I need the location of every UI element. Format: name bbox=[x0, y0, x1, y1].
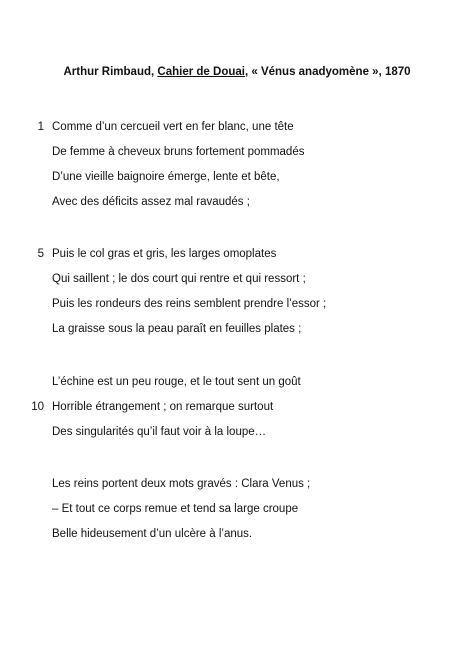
verse-line: Avec des déficits assez mal ravaudés ; bbox=[52, 196, 250, 208]
verse-line: Les reins portent deux mots gravés : Clara Venus ; bbox=[52, 478, 311, 490]
title-rest: , « Vénus anadyomène », 1870 bbox=[244, 66, 411, 78]
verse-line: Qui saillent ; le dos court qui rentre et qui ressort ; bbox=[52, 273, 306, 285]
verse-line: Horrible étrangement ; on remarque surtout bbox=[52, 401, 274, 413]
title-author: Arthur Rimbaud, bbox=[63, 66, 155, 78]
verse-line: Comme d’un cercueil vert en fer blanc, une tête bbox=[52, 121, 294, 133]
title-work-underlined: Cahier de Douai bbox=[157, 66, 245, 78]
verse-line: – Et tout ce corps remue et tend sa large croupe bbox=[52, 503, 299, 515]
verse-line: De femme à cheveux bruns fortement pommadés bbox=[52, 146, 305, 158]
line-number-5: 5 bbox=[37, 248, 44, 260]
verse-line: Belle hideusement d’un ulcère à l’anus. bbox=[52, 528, 253, 540]
verse-line: Des singularités qu’il faut voir à la loupe… bbox=[52, 426, 267, 438]
verse-line: Puis le col gras et gris, les larges omoplates bbox=[52, 248, 277, 260]
verse-line: La graisse sous la peau paraît en feuilles plates ; bbox=[52, 323, 302, 335]
verse-line: Puis les rondeurs des reins semblent prendre l’essor ; bbox=[52, 298, 327, 310]
verse-line: L’échine est un peu rouge, et le tout sent un goût bbox=[52, 376, 301, 388]
verse-line: D’une vieille baignoire émerge, lente et bête, bbox=[52, 171, 280, 183]
line-number-10: 10 bbox=[31, 401, 44, 413]
line-number-1: 1 bbox=[37, 121, 44, 133]
